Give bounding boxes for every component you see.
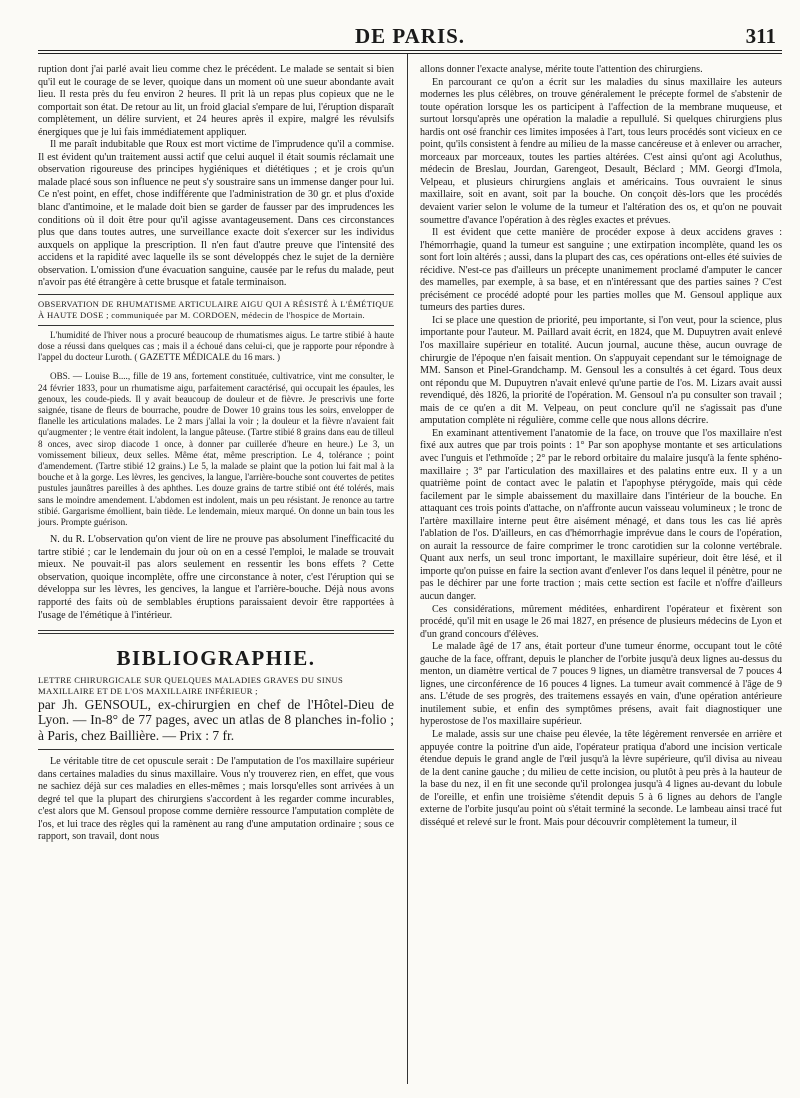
review-paragraph: Le véritable titre de cet opuscule serait : De l'amputation de l'os maxillaire supérieur dans certaines maladies du sinus maxillaire. Vous n'y trouverez rien, en effet, que vous ne sachiez déjà sur ces maladies en elles-mêmes ; mais lorsqu'elles sont arrivées à un degré tel que la plupart des chirurgiens s'accordent à les regarder comme incurables, c'est alors que M. Gensoul propose comme dernière ressource l'amputation complète de l'os, et lui trace des règles qui la ramènent au rang d'une amputation ordinaire ; sous ce rapport, son travail, dont nous <box>38 756 394 843</box>
book-title: par Jh. GENSOUL, ex-chirurgien en chef de l'Hôtel-Dieu de Lyon. — In-8° de 77 pages, avec un atlas de 8 planches in-folio ; à Paris, chez Baillière. — Prix : 7 fr. <box>38 696 394 743</box>
left-column <box>38 64 394 844</box>
article-paragraph: Il est évident que cette manière de procéder expose à deux accidens graves : l'hémorrhagie, quand la tumeur est sanguine ; une extirpation incomplète, quand les os sont fort loin altérés ; aussi, dans la plupart des cas, ces opérations ont-elles été suivies de récidive. N'est-ce pas d'ailleurs un précepte unanimement proclamé d'amputer le cancer des mamelles, par exemple, à sa base, et en n'intéressant que des parties saines ? C'est précisément ce procédé adopté pour les parties molles que M. Gensoul applique aux tumeurs des parties dures. <box>420 227 782 314</box>
column-divider <box>407 54 408 1084</box>
article-paragraph: ruption dont j'ai parlé avait lieu comme chez le précédent. Le malade se sentait si bien qu'il eut le courage de se lever, quoique dans un moment où une sueur abondante avait lieu. Il resta près du feu environ 2 heures. Il prit là un repas plus copieux que ne le comportait son état. De retour au lit, un froid glacial s'empare de lui, l'éruption disparaît complètement, un délire survient, et 24 heures après il expire, malgré les révulsifs énergiques que je lui fais immédiatement appliquer. <box>38 64 394 138</box>
article-paragraph: Ces considérations, mûrement méditées, enhardirent l'opérateur et fixèrent son procédé, qu'il mit en usage le 26 mai 1827, en présence de plusieurs médecins de Lyon et d'un grand concours d'élèves. <box>420 603 782 640</box>
separator <box>38 633 394 634</box>
right-column <box>420 64 782 829</box>
article-paragraph: Le malade âgé de 17 ans, était porteur d'une tumeur énorme, occupant tout le côté gauche de la face, offrant, depuis le plancher de l'orbite jusqu'à deux lignes au-dessus du menton, un diamètre vertical de 7 pouces 9 lignes, un diamètre transversal de 7 pouces 4 lignes, une circonférence de 16 pouces 4 lignes. La tumeur avait commencé à l'âge de 9 ans. L'étude de ses progrès, des traitemens essayés en vain, d'une opération antérieure inutilement subie, et enfin des symptômes présens, avait fait diagnostiquer une hyperostose de l'os maxillaire supérieur. <box>420 641 782 728</box>
page-number: 311 <box>745 24 776 48</box>
article-paragraph: En parcourant ce qu'on a écrit sur les maladies du sinus maxillaire les auteurs modernes les plus célèbres, on trouve généralement le précepte formel de s'abstenir de toute opération lorsque les os participent à l'affection de la membrane muqueuse, et surtout lorsqu'après une opération la maladie a repullulé. Si quelques chirurgiens plus hardis ont osé franchir ces limites imposées à l'art, tous leurs procédés sont vicieux en ce point, qu'ils consistent à fendre au milieu de la masse cancéreuse et à enlever ou arracher, morceaux par morceaux, toutes les parties altérées. C'est ainsi qu'ont agi Acoluthus, médecin de Breslau, Jourdan, Garengeot, Desault, Béclard ; MM. Georgi d'Imola, Velpeau, et plusieurs chirurgiens anglais et américains. Tous ouvraient le sinus maxillaire, soit en avant, soit par la bouche. On conçoit dès-lors que les procédés devaient varier selon le volume de la tumeur et l'altération des os, et qu'on ne pouvait soumettre d'avance l'opération à des règles exactes et prévues. <box>420 76 782 226</box>
section-title: BIBLIOGRAPHIE. <box>116 646 316 671</box>
article-paragraph: Le malade, assis sur une chaise peu élevée, la tête légèrement renversée en arrière et appuyée contre la poitrine d'un aide, l'opérateur pratiqua d'abord une incision verticale étendue depuis le grand angle de l'œil jusqu'à la lèvre supérieure, qu'il divisa au niveau de la dent canine gauche ; du milieu de cette incision, ou plutôt à peu près à la hauteur de la base du nez, il en fit une seconde qu'il prolongea jusqu'à 4 lignes au-devant du lobule de l'oreille, et enfin une troisième s'étendit depuis 5 à 6 lignes au dehors de l'angle externe de l'orbite jusqu'au point où s'était terminé la seconde. Le lambeau ainsi tracé fut disséqué et relevé sur le front. Mais pour découvrir complètement la tumeur, il <box>420 728 782 828</box>
separator <box>38 325 394 326</box>
observation-intro: L'humidité de l'hiver nous a procuré beaucoup de rhumatismes aigus. Le tartre stibié à haute dose a réussi dans quelques cas ; mais il a échoué dans celui-ci, que je rapporte pour répondre à l'appel du docteur Luroth. ( GAZETTE MÉDICALE du 16 mars. ) <box>38 329 394 363</box>
newspaper-page <box>38 22 782 1088</box>
header-rule-thin <box>38 53 782 54</box>
article-paragraph: En examinant attentivement l'anatomie de la face, on trouve que l'os maxillaire n'est fixé aux autres que par trois points : 1° Par son apophyse montante et ses articulations avec l'unguis et l'ethmoïde ; 2° par le rebord orbitaire du malaire jusqu'à la fente sphéno-maxillaire ; 3° par l'articulation des maxillaires et des palatins entre eux. Il y a un quatrième point de contact avec le palatin et l'apophyse ptérygoïde, mais qui cède facilement par le simple abaissement du maxillaire dans l'intérieur de la bouche. En attaquant ces trois points d'attache, on n'affronte aucun vaisseau volumineux ; le tronc de l'artère maxillaire interne peut être aisément ménagé, et dans tous les cas lié après l'ablation de l'os. D'ailleurs, en cas d'hémorrhagie imprévue dans le cours de l'opération, on aurait la ressource de faire comprimer le tronc carotidien sur la colonne vertébrale. Quant aux nerfs, un seul tronc important, le maxillaire supérieur, doit être lésé, et il importe qu'on puisse en faire la section avant d'enlever l'os dans lequel il pénètre, pour ne pas le déchirer par une forte traction ; mais cette section est facile et n'offre d'ailleurs aucun danger. <box>420 427 782 602</box>
book-title-caps: LETTRE CHIRURGICALE SUR QUELQUES MALADIES GRAVES DU SINUS MAXILLAIRE ET DE L'OS MAXILLAIRE INFÉRIEUR ; <box>38 674 344 696</box>
article-paragraph: Ici se place une question de priorité, peu importante, si l'on veut, pour la science, plus importante pour l'auteur. M. Paillard avait écrit, en 1824, que M. Dupuytren avait enlevé l'os maxillaire supérieur en totalité. Aucun journal, aucune thèse, aucun ouvrage de chirurgie de l'époque n'en faisait mention. On s'appuyait cependant sur le témoignage de MM. Sanson et Pinel-Grandchamp. M. Gensoul les a consultés à cet égard. Tous deux ont répondu que M. Dupuytren n'avait enlevé qu'une partie de l'os. M. Lizars avait aussi revendiqué, dès 1826, la priorité de l'opération. M. Gensoul n'a pu consulter son travail ; mais de ce qu'en a dit M. Velpeau, on peut conclure qu'il ne s'agissait pas d'une amputation complète ni régulière, comme celle que nous allons décrire. <box>420 314 782 427</box>
separator <box>38 749 394 750</box>
separator <box>38 294 394 295</box>
article-paragraph: allons donner l'exacte analyse, mérite toute l'attention des chirurgiens. <box>420 64 703 75</box>
observation-body: OBS. — Louise B...., fille de 19 ans, fortement constituée, cultivatrice, vint me consulter, le 24 février 1833, pour un rhumatisme aigu, parfaitement caractérisé, qui occupait les épaules, les genoux, les coude-pieds. Il y avait beaucoup de douleur et de fièvre. Je prescrivis une forte saignée, tisane de fleurs de bourrache, poudre de Dower 10 grains tous les soirs, envelopper de flanelle les articulations malades. Le 2 mars j'allai la voir ; la douleur et la fièvre n'avaient fait qu'augmenter ; le ventre était indolent, la langue pâteuse. (Tartre stibié 8 grains dans eau de tilleul 8 onces, avec sirop diacode 1 once, à donner par cuillerée d'heure en heure.) Le 3, un vomissement bilieux, deux selles. Même état, même prescription. Le 4, tolérance ; point d'amendement. (Tartre stibié 12 grains.) Le 5, la malade se plaint que la potion lui fait mal à la bouche et à la gorge. Les lèvres, les gencives, la langue, l'arrière-bouche sont couvertes de petites pustules jaunâtres pareilles à des aphthes. Les douze grains de tartre stibié ont été tolérés, mais sans le moindre amendement. L'abdomen est indolent, mais un peu résistant. Je renonce au tartre stibié. Gargarisme émollient, bain tiède. Le lendemain, mieux marqué. On donne un bain tous les jours. Prompte guérison. <box>38 371 394 528</box>
masthead <box>38 22 782 48</box>
separator <box>38 630 394 631</box>
observation-title: OBSERVATION DE RHUMATISME ARTICULAIRE AIGU QUI A RÉSISTÉ À L'ÉMÉTIQUE À HAUTE DOSE ; communiquée par M. CORDOEN, médecin de l'hospice de Mortain. <box>38 298 394 320</box>
article-paragraph: Il me paraît indubitable que Roux est mort victime de l'imprudence qu'il a commise. Il est évident qu'un traitement aussi actif que celui auquel il était soumis réclamait une observation rigoureuse des principes hygiéniques et diététiques ; et je crois qu'un malade placé sous son influence ne peut s'y soustraire sans un immense danger pour lui. Ce n'est point, en effet, chose indifférente que l'administration de 30 gr. et plus d'oxide blanc d'antimoine, et le malade doit bien se garder de fausser par des imprudences les conditions où il doit être pour qu'il agisse avantageusement. Dans ces circonstances plus que dans toutes autres, une surveillance exacte doit s'exercer sur les individus auxquels on applique la prescription. Il n'en faut d'autre preuve que l'intensité des accidens et la rapidité avec laquelle ils se sont développés chez le sujet de la dernière observation. L'omission d'une évacuation sanguine, causée par le refus du malade, peut n'avoir pas été étrangère à cette brusque et fatale terminaison. <box>38 139 394 289</box>
newspaper-title: DE PARIS. <box>354 24 466 48</box>
header-rule <box>38 50 782 51</box>
editor-note: N. du R. L'observation qu'on vient de lire ne prouve pas absolument l'inefficacité du tartre stibié ; car le lendemain du jour où on en a cessé l'emploi, le malade se trouvait mieux. Ne pouvait-il pas alors seulement en ressentir les bons effets ? Cette observation, quoique incomplète, offre une circonstance à noter, c'est l'éruption qui se développa sur les lèvres, les gencives, la langue et l'arrière-bouche. Déjà nous avons rapporté des faits où de semblables éruptions paraissaient devoir être rapportées à l'usage de l'émétique à l'intérieur. <box>38 534 394 621</box>
